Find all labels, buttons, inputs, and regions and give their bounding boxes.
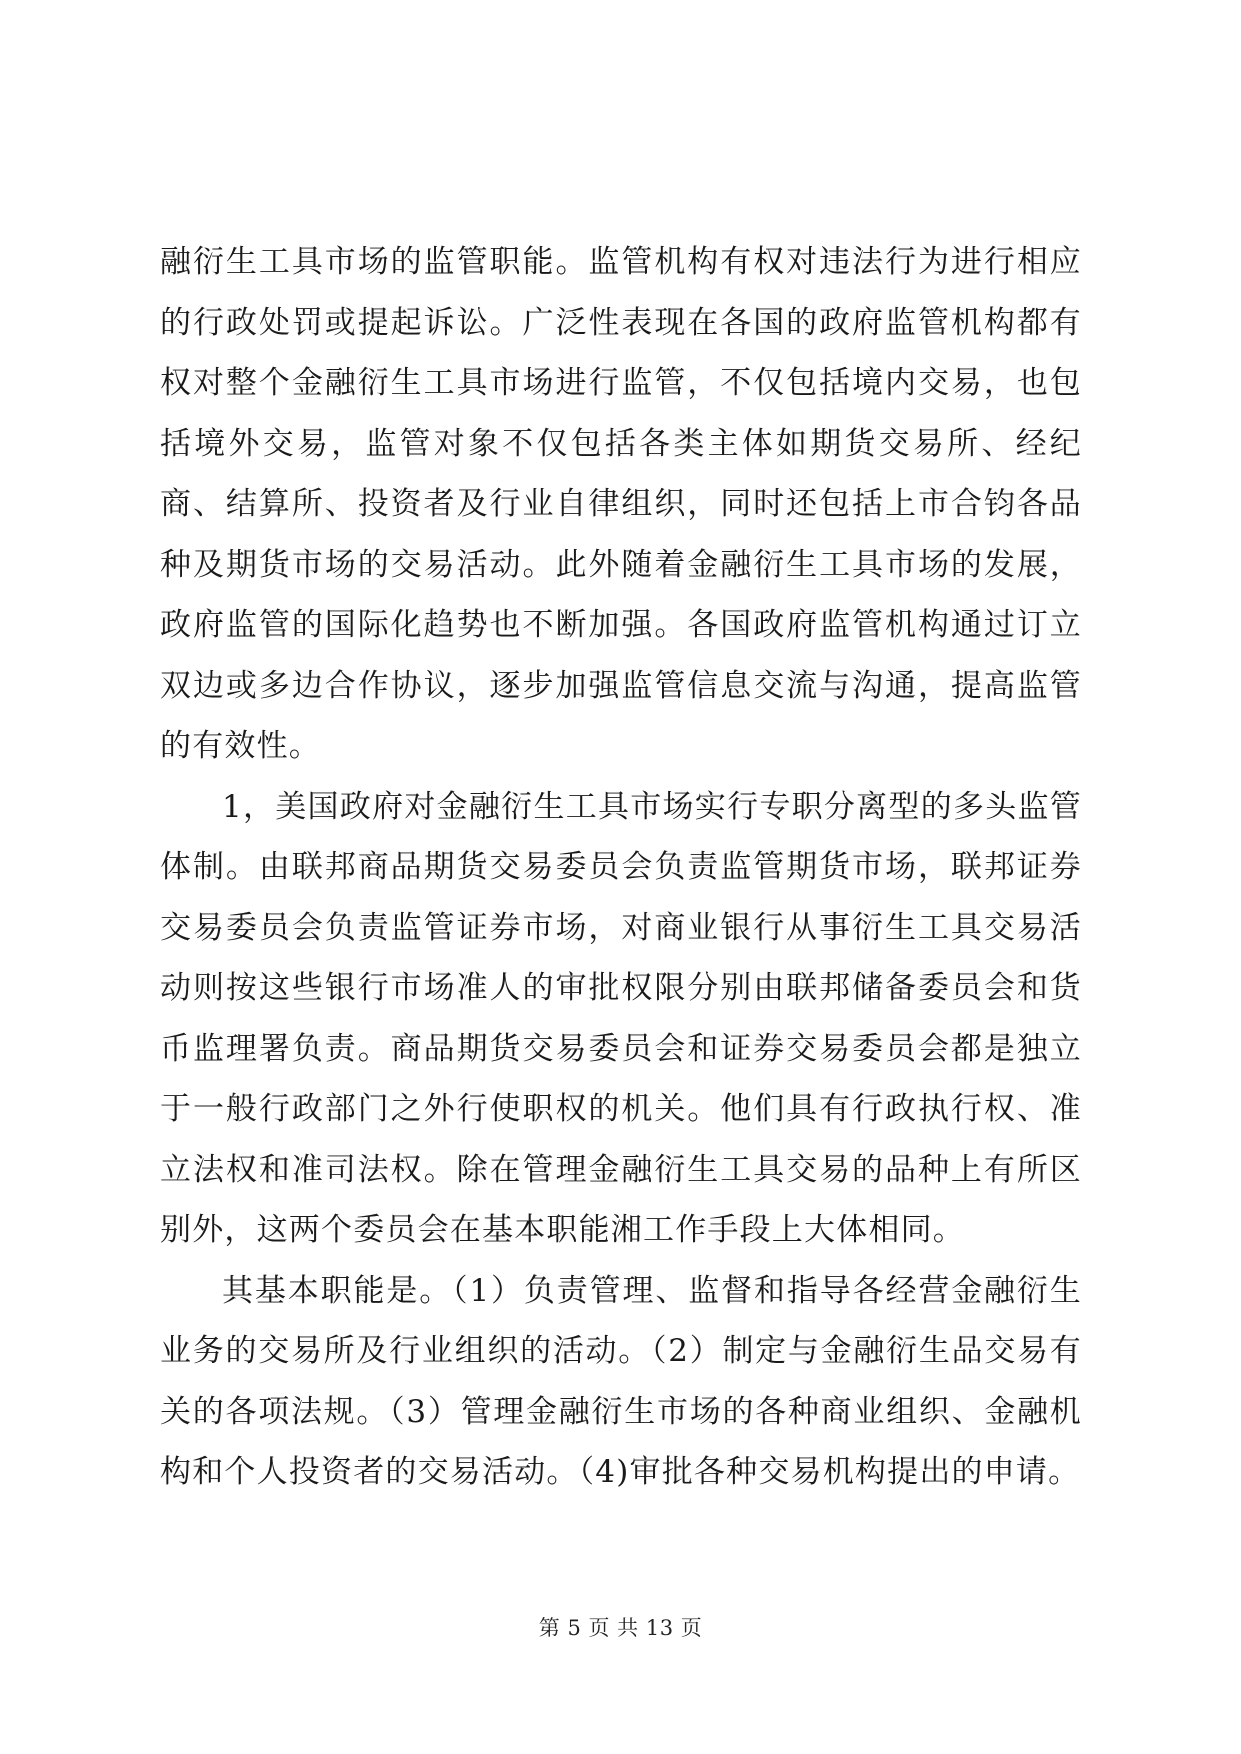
paragraph-2: 1，美国政府对金融衍生工具市场实行专职分离型的多头监管体制。由联邦商品期货交易委员会负责监管期货市场，联邦证券交易委员会负责监管证券市场，对商业银行从事衍生工具交易活动则按这些银行市场准人的审批权限分别由联邦储备委员会和货币监理署负责。商品期货交易委员会和证券交易委员会都是独立于一般行政部门之外行使职权的机关。他们具有行政执行权、准立法权和准司法权。除在管理金融衍生工具交易的品种上有所区别外，这两个委员会在基本职能湘工作手段上大体相同。 xyxy=(160,788,1082,1248)
document-body xyxy=(160,232,1082,1503)
paragraph-1: 融衍生工具市场的监管职能。监管机构有权对违法行为进行相应的行政处罚或提起诉讼。广泛性表现在各国的政府监管机构都有权对整个金融衍生工具市场进行监管，不仅包括境内交易，也包括境外交易，监管对象不仅包括各类主体如期货交易所、经纪商、结算所、投资者及行业自律组织，同时还包括上市合钧各品种及期货市场的交易活动。此外随着金融衍生工具市场的发展，政府监管的国际化趋势也不断加强。各国政府监管机构通过订立双边或多边合作协议，逐步加强监管信息交流与沟通，提高监管的有效性。 xyxy=(160,244,1082,764)
paragraph-3: 其基本职能是。（1）负责管理、监督和指导各经营金融衍生业务的交易所及行业组织的活动。（2）制定与金融衍生品交易有关的各项法规。（3）管理金融衍生市场的各种商业组织、金融机构和个人投资者的交易活动。（4)审批各种交易机构提出的申请。 xyxy=(160,1272,1082,1490)
page-footer: 第 5 页 共 13 页 xyxy=(538,1616,703,1640)
